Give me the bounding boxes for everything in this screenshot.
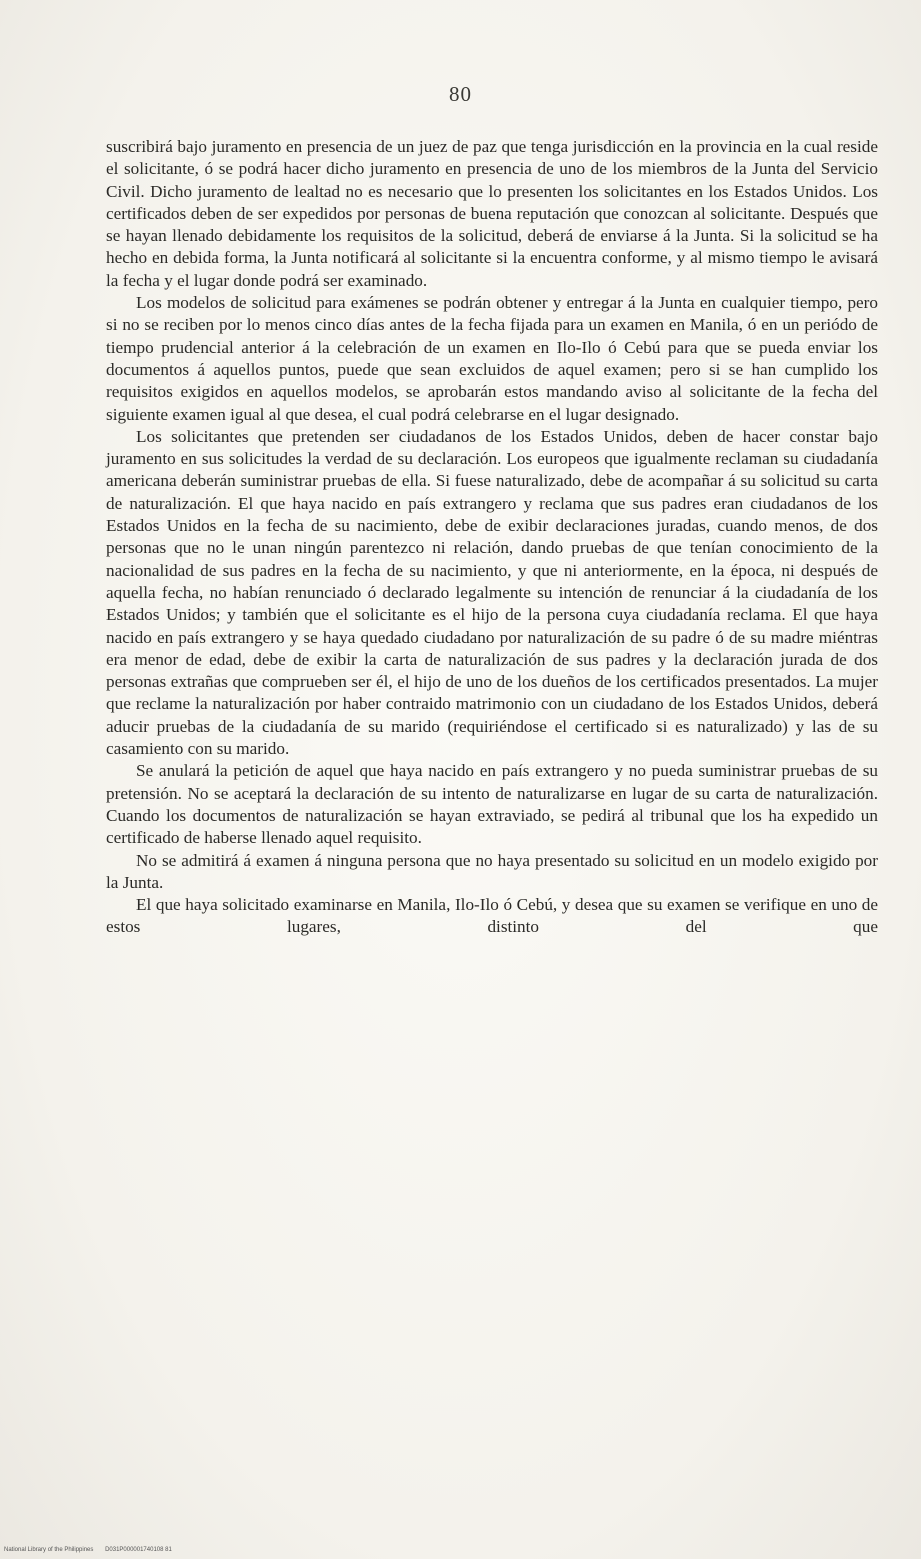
footer-code: D031P000001740108 81 xyxy=(105,1547,172,1553)
paragraph-4: Se anulará la petición de aquel que haya nacido en país extrangero y no pueda suministrar pruebas de su pretensión. No se aceptará la declaración de su intento de naturalizarse en lugar de su carta de naturalización. Cuando los documentos de naturalización se hayan extraviado, se pedirá al tribunal que los ha expedido un certificado de haberse llenado aquel requisito. xyxy=(106,761,878,848)
body-text xyxy=(106,136,878,939)
scan-footer xyxy=(4,1547,182,1553)
paragraph-5: No se admitirá á examen á ninguna persona que no haya presentado su solicitud en un modelo exigido por la Junta. xyxy=(106,850,878,892)
paragraph-1: suscribirá bajo juramento en presencia de un juez de paz que tenga jurisdicción en la provincia en la cual reside el solicitante, ó se podrá hacer dicho juramento en presencia de uno de los miembros de la Junta del Servicio Civil. Dicho juramento de lealtad no es necesario que lo presenten los solicitantes en los Estados Unidos. Los certificados deben de ser expedidos por personas de buena reputación que conozcan al solicitante. Después que se hayan llenado debidamente los requisitos de la solicitud, deberá de enviarse á la Junta. Si la solicitud se ha hecho en debida forma, la Junta notificará al solicitante si la encuentra conforme, y al mismo tiempo le avisará la fecha y el lugar donde podrá ser examinado. xyxy=(106,137,878,290)
paragraph-6: El que haya solicitado examinarse en Manila, Ilo-Ilo ó Cebú, y desea que su examen se verifique en uno de estos lugares, distinto del que xyxy=(106,895,878,937)
paragraph-2: Los modelos de solicitud para exámenes se podrán obtener y entregar á la Junta en cualquier tiempo, pero si no se reciben por lo menos cinco días antes de la fecha fijada para un examen en Manila, ó en un periódo de tiempo prudencial anterior á la celebración de un examen en Ilo-Ilo ó Cebú para que se pueda enviar los documentos á aquellos puntos, puede que sean excluidos de aquel examen; pero si se han cumplido los requisitos exigidos en aquellos modelos, se aprobarán estos mandando aviso al solicitante de la fecha del siguiente examen igual al que desea, el cual podrá celebrarse en el lugar designado. xyxy=(106,293,878,424)
page-number: 80 xyxy=(449,82,472,106)
footer-library: National Library of the Philippines xyxy=(4,1547,94,1553)
paragraph-3: Los solicitantes que pretenden ser ciudadanos de los Estados Unidos, deben de hacer constar bajo juramento en sus solicitudes la verdad de su declaración. Los europeos que igualmente reclaman su ciudadanía americana deberán suministrar pruebas de ella. Si fuese naturalizado, debe de acompañar á su solicitud su carta de naturalización. El que haya nacido en país extrangero y reclama que sus padres eran ciudadanos de los Estados Unidos en la fecha de su nacimiento, debe de exibir declaraciones juradas, cuando menos, de dos personas que no le unan ningún parentezco ni relación, dando pruebas de que tenían conocimiento de la nacionalidad de sus padres en la fecha de su nacimiento, y que ni anteriormente, en la época, ni después de aquella fecha, no habían renunciado ó declarado legalmente su intención de renunciar á la ciudadanía de los Estados Unidos; y también que el solicitante es el hijo de la persona cuya ciudadanía reclama. El que haya nacido en país extrangero y se haya quedado ciudadano por naturalización de su padre ó de su madre miéntras era menor de edad, debe de exibir la carta de naturalización de sus padres y la declaración jurada de dos personas extrañas que comprueben ser él, el hijo de uno de los dueños de los certificados presentados. La mujer que reclame la naturalización por haber contraido matrimonio con un ciudadano de los Estados Unidos, deberá aducir pruebas de la ciudadanía de su marido (requiriéndose el certificado si es naturalizado) y las de su casamiento con su marido. xyxy=(106,426,878,759)
